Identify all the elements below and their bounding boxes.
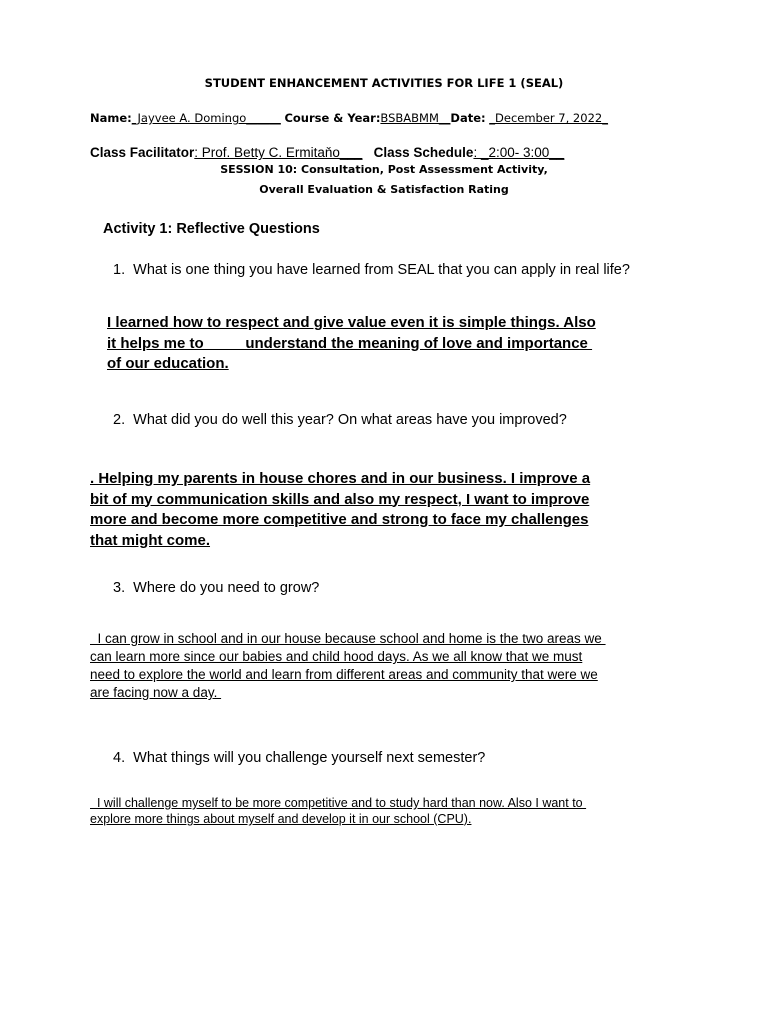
session-line-1: SESSION 10: Consultation, Post Assessment Activity, xyxy=(220,163,548,176)
answer-line: bit of my communication skills and also my respect, I want to improve xyxy=(90,490,590,508)
name-value: _Jayvee A. Domingo______ xyxy=(131,111,281,125)
question-number: 3. xyxy=(113,580,126,596)
date-label: Date: xyxy=(450,111,486,125)
question-text: What things will you challenge yourself next semester? xyxy=(133,750,486,766)
answer-line: of our education. xyxy=(107,355,229,372)
facilitator-row xyxy=(90,145,564,160)
answer-line: it helps me to understand the meaning of love and importance xyxy=(107,334,593,352)
answer-line: I can grow in school and in our house because school and home is the two areas we xyxy=(90,631,606,646)
question-text: What is one thing you have learned from SEAL that you can apply in real life? xyxy=(133,262,630,278)
answer-4 xyxy=(90,795,586,827)
facilitator-label: Class Facilitator xyxy=(90,145,195,160)
date-value: _December 7, 2022_ xyxy=(489,111,608,125)
answer-line: I will challenge myself to be more competitive and to study hard than now. Also I want to xyxy=(90,796,587,810)
answer-line: are facing now a day. xyxy=(90,685,222,700)
question-number: 4. xyxy=(113,750,126,766)
facilitator-value: : Prof. Betty C. Ermitaňo___ xyxy=(194,145,363,160)
question-3 xyxy=(113,580,319,596)
schedule-label: Class Schedule xyxy=(373,145,474,160)
answer-line: . Helping my parents in house chores and in our business. I improve a xyxy=(90,470,591,487)
document-title: STUDENT ENHANCEMENT ACTIVITIES FOR LIFE 1 (SEAL) xyxy=(204,76,564,90)
student-info-row xyxy=(90,111,608,125)
schedule-value: : _2:00- 3:00__ xyxy=(473,145,565,160)
course-label: Course & Year: xyxy=(284,111,381,125)
question-text: Where do you need to grow? xyxy=(133,580,320,596)
answer-3 xyxy=(90,630,606,702)
answer-2 xyxy=(90,469,590,551)
answer-line: can learn more since our babies and child hood days. As we all know that we must xyxy=(90,649,583,664)
answer-line: explore more things about myself and develop it in our school (CPU). xyxy=(90,812,472,826)
answer-line: need to explore the world and learn from different areas and community that were we xyxy=(90,667,598,682)
answer-line: I learned how to respect and give value even it is simple things. Also xyxy=(107,314,596,331)
course-value: BSBABMM__ xyxy=(380,111,451,125)
question-2 xyxy=(113,412,567,428)
answer-line: that might come. xyxy=(90,531,211,549)
question-number: 1. xyxy=(113,262,126,278)
question-1 xyxy=(113,262,630,278)
activity-title: Activity 1: Reflective Questions xyxy=(103,221,320,237)
answer-line: more and become more competitive and strong to face my challenges xyxy=(90,511,589,528)
answer-1 xyxy=(107,313,596,375)
session-line-2: Overall Evaluation & Satisfaction Rating xyxy=(259,183,509,196)
question-4 xyxy=(113,750,485,766)
name-label: Name: xyxy=(90,111,132,125)
question-number: 2. xyxy=(113,412,126,428)
question-text: What did you do well this year? On what areas have you improved? xyxy=(133,412,567,428)
